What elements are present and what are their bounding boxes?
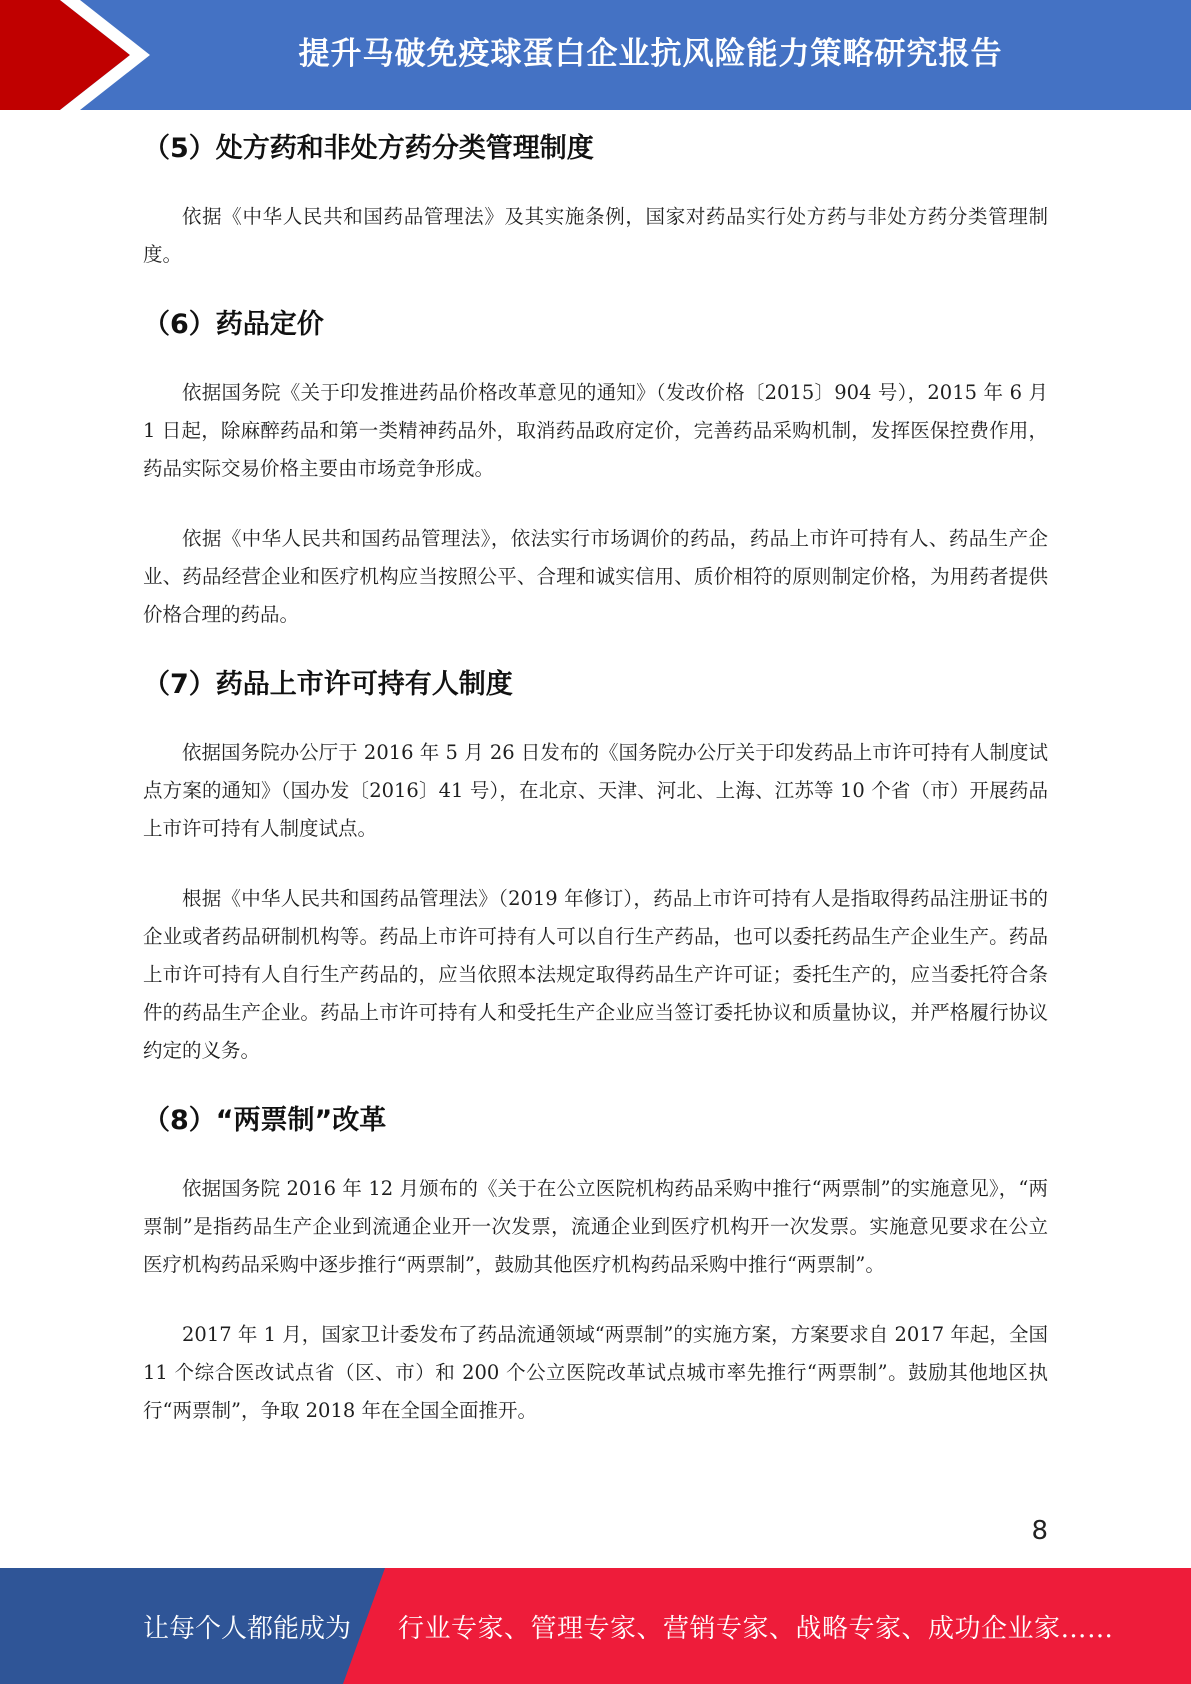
section-heading-5: （5）处方药和非处方药分类管理制度: [143, 133, 594, 164]
section-heading-8: （8）“两票制”改革: [143, 1105, 387, 1136]
section-6-paragraph-1: 依据国务院《关于印发推进药品价格改革意见的通知》（发改价格〔2015〕904 号），2015 年 6 月 1 日起，除麻醉药品和第一类精神药品外，取消药品政府定价，完善药品采购机制，发挥医保控费作用，药品实际交易价格主要由市场竞争形成。: [143, 381, 1048, 480]
document-body: [143, 120, 1048, 1430]
section-heading-7: （7）药品上市许可持有人制度: [143, 669, 513, 700]
section-5-paragraph-1: 依据《中华人民共和国药品管理法》及其实施条例，国家对药品实行处方药与非处方药分类管理制度。: [143, 205, 1048, 266]
section-8-paragraph-1: 依据国务院 2016 年 12 月颁布的《关于在公立医院机构药品采购中推行“两票制”的实施意见》，“两票制”是指药品生产企业到流通企业开一次发票，流通企业到医疗机构开一次发票。实施意见要求在公立医疗机构药品采购中逐步推行“两票制”，鼓励其他医疗机构药品采购中推行“两票制”。: [143, 1177, 1048, 1276]
report-header: [0, 0, 1191, 110]
section-8-paragraph-2: 2017 年 1 月，国家卫计委发布了药品流通领域“两票制”的实施方案，方案要求自 2017 年起，全国 11 个综合医改试点省（区、市）和 200 个公立医院改革试点城市率先推行“两票制”。鼓励其他地区执行“两票制”，争取 2018 年在全国全面推开。: [143, 1323, 1048, 1422]
page-number: 8: [1031, 1516, 1048, 1546]
section-7-paragraph-1: 依据国务院办公厅于 2016 年 5 月 26 日发布的《国务院办公厅关于印发药品上市许可持有人制度试点方案的通知》（国办发〔2016〕41 号），在北京、天津、河北、上海、江苏等 10 个省（市）开展药品上市许可持有人制度试点。: [143, 741, 1048, 840]
section-7-paragraph-2: 根据《中华人民共和国药品管理法》（2019 年修订），药品上市许可持有人是指取得药品注册证书的企业或者药品研制机构等。药品上市许可持有人可以自行生产药品，也可以委托药品生产企业生产。药品上市许可持有人自行生产药品的，应当依照本法规定取得药品生产许可证；委托生产的，应当委托符合条件的药品生产企业。药品上市许可持有人和受托生产企业应当签订委托协议和质量协议，并严格履行协议约定的义务。: [143, 887, 1048, 1062]
report-title: 提升马破免疫球蛋白企业抗风险能力策略研究报告: [298, 35, 1003, 72]
footer-slogan-left: 让每个人都能成为: [143, 1613, 352, 1644]
report-footer: [0, 1568, 1191, 1684]
section-heading-6: （6）药品定价: [143, 309, 324, 340]
section-6-paragraph-2: 依据《中华人民共和国药品管理法》，依法实行市场调价的药品，药品上市许可持有人、药品生产企业、药品经营企业和医疗机构应当按照公平、合理和诚实信用、质价相符的原则制定价格，为用药者提供价格合理的药品。: [143, 527, 1048, 626]
footer-slogan-right: 行业专家、管理专家、营销专家、战略专家、成功企业家……: [398, 1613, 1114, 1644]
